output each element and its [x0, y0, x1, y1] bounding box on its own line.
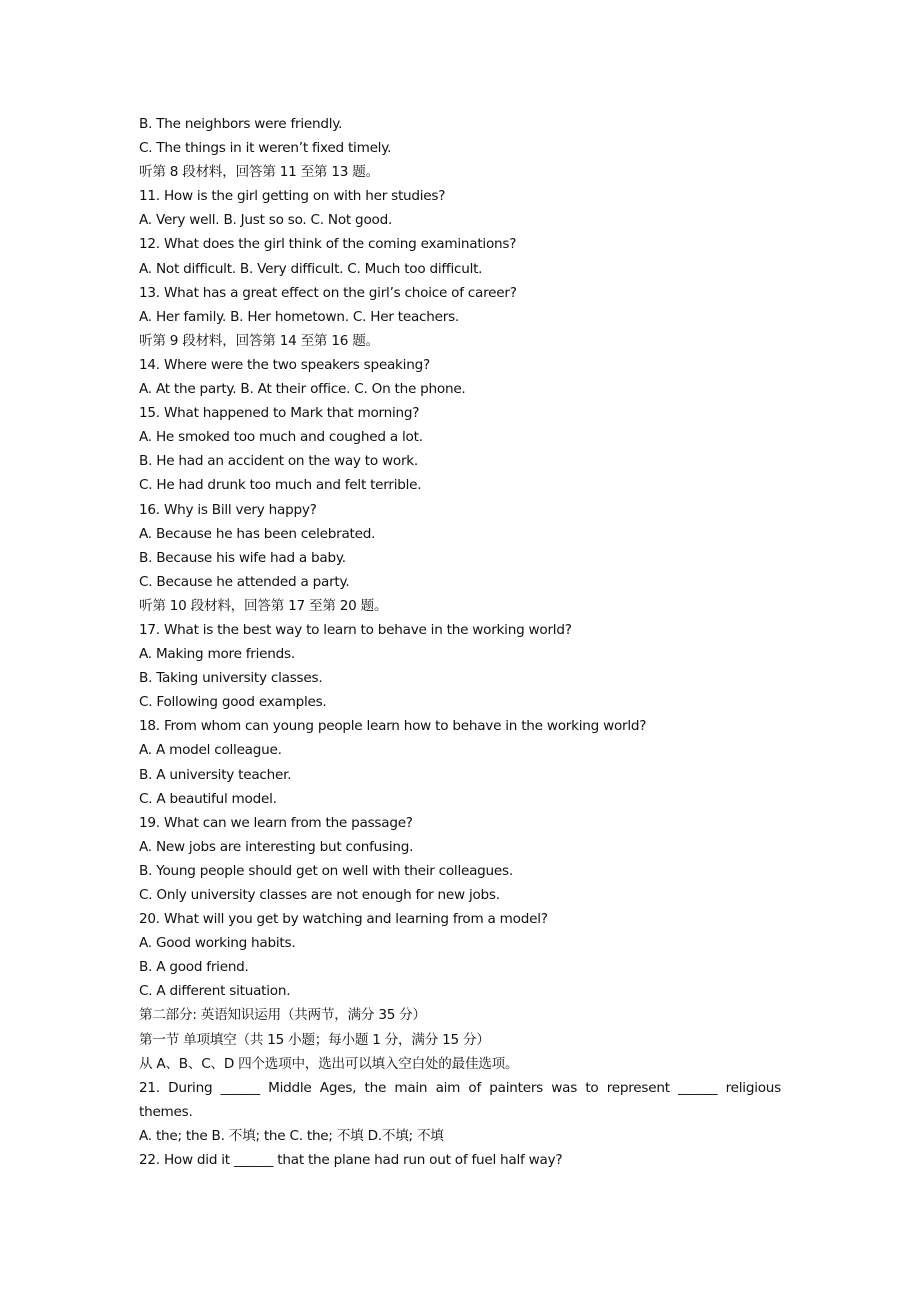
- text-line: 15. What happened to Mark that morning?: [139, 405, 420, 422]
- text-line: 21. During ______ Middle Ages, the main aim of painters was to represent ______ religious: [139, 1079, 781, 1096]
- text-line: B. Because his wife had a baby.: [139, 549, 346, 566]
- text-line: 从 A、B、C、D 四个选项中，选出可以填入空白处的最佳选项。: [139, 1055, 519, 1072]
- text-line: C. Only university classes are not enough for new jobs.: [139, 887, 500, 903]
- text-line: A. Making more friends.: [139, 646, 295, 663]
- text-line: 11. How is the girl getting on with her studies?: [139, 188, 446, 205]
- text-line: B. Young people should get on well with their colleagues.: [139, 862, 513, 879]
- text-line: 22. How did it ______ that the plane had run out of fuel half way?: [139, 1152, 563, 1169]
- text-line: C. A beautiful model.: [139, 790, 277, 807]
- text-line: 第二部分: 英语知识运用（共两节，满分 35 分）: [139, 1007, 426, 1024]
- text-line: 17. What is the best way to learn to behave in the working world?: [139, 621, 572, 638]
- text-line: C. Following good examples.: [139, 694, 327, 711]
- text-line: A. New jobs are interesting but confusing.: [139, 838, 414, 855]
- text-line: 听第 8 段材料，回答第 11 至第 13 题。: [139, 164, 379, 181]
- text-line: 14. Where were the two speakers speaking?: [139, 356, 430, 373]
- text-line: A. A model colleague.: [139, 742, 282, 759]
- text-line: 12. What does the girl think of the coming examinations?: [139, 236, 517, 253]
- text-line: 16. Why is Bill very happy?: [139, 501, 317, 518]
- text-line: 听第 10 段材料，回答第 17 至第 20 题。: [139, 597, 388, 614]
- text-line: A. Not difficult. B. Very difficult. C. Much too difficult.: [139, 260, 483, 277]
- document-body: [139, 112, 781, 1172]
- text-line: C. Because he attended a party.: [139, 573, 350, 590]
- text-line: 13. What has a great effect on the girl’s choice of career?: [139, 284, 517, 301]
- text-line: 20. What will you get by watching and learning from a model?: [139, 911, 548, 928]
- text-line: 19. What can we learn from the passage?: [139, 814, 413, 831]
- text-line: 18. From whom can young people learn how to behave in the working world?: [139, 718, 647, 735]
- text-line: C. A different situation.: [139, 983, 291, 1000]
- text-line: A. Good working habits.: [139, 935, 296, 952]
- text-line: C. The things in it weren’t fixed timely.: [139, 140, 392, 157]
- text-line: C. He had drunk too much and felt terrible.: [139, 477, 422, 494]
- text-line: B. Taking university classes.: [139, 670, 323, 687]
- text-line: A. He smoked too much and coughed a lot.: [139, 429, 423, 446]
- text-line: B. He had an accident on the way to work.: [139, 453, 418, 470]
- text-line: A. the; the B. 不填; the C. the; 不填 D.不填; 不填: [139, 1127, 444, 1144]
- text-line: A. At the party. B. At their office. C. On the phone.: [139, 381, 466, 398]
- text-line: B. A university teacher.: [139, 766, 292, 783]
- text-line: A. Very well. B. Just so so. C. Not good.: [139, 212, 393, 229]
- text-line: B. The neighbors were friendly.: [139, 116, 343, 132]
- text-line: 第一节 单项填空（共 15 小题；每小题 1 分，满分 15 分）: [139, 1031, 490, 1048]
- text-line: 听第 9 段材料，回答第 14 至第 16 题。: [139, 332, 379, 349]
- text-line: themes.: [139, 1103, 193, 1120]
- text-line: A. Because he has been celebrated.: [139, 525, 376, 542]
- text-line: B. A good friend.: [139, 959, 249, 976]
- text-line: A. Her family. B. Her hometown. C. Her teachers.: [139, 308, 459, 325]
